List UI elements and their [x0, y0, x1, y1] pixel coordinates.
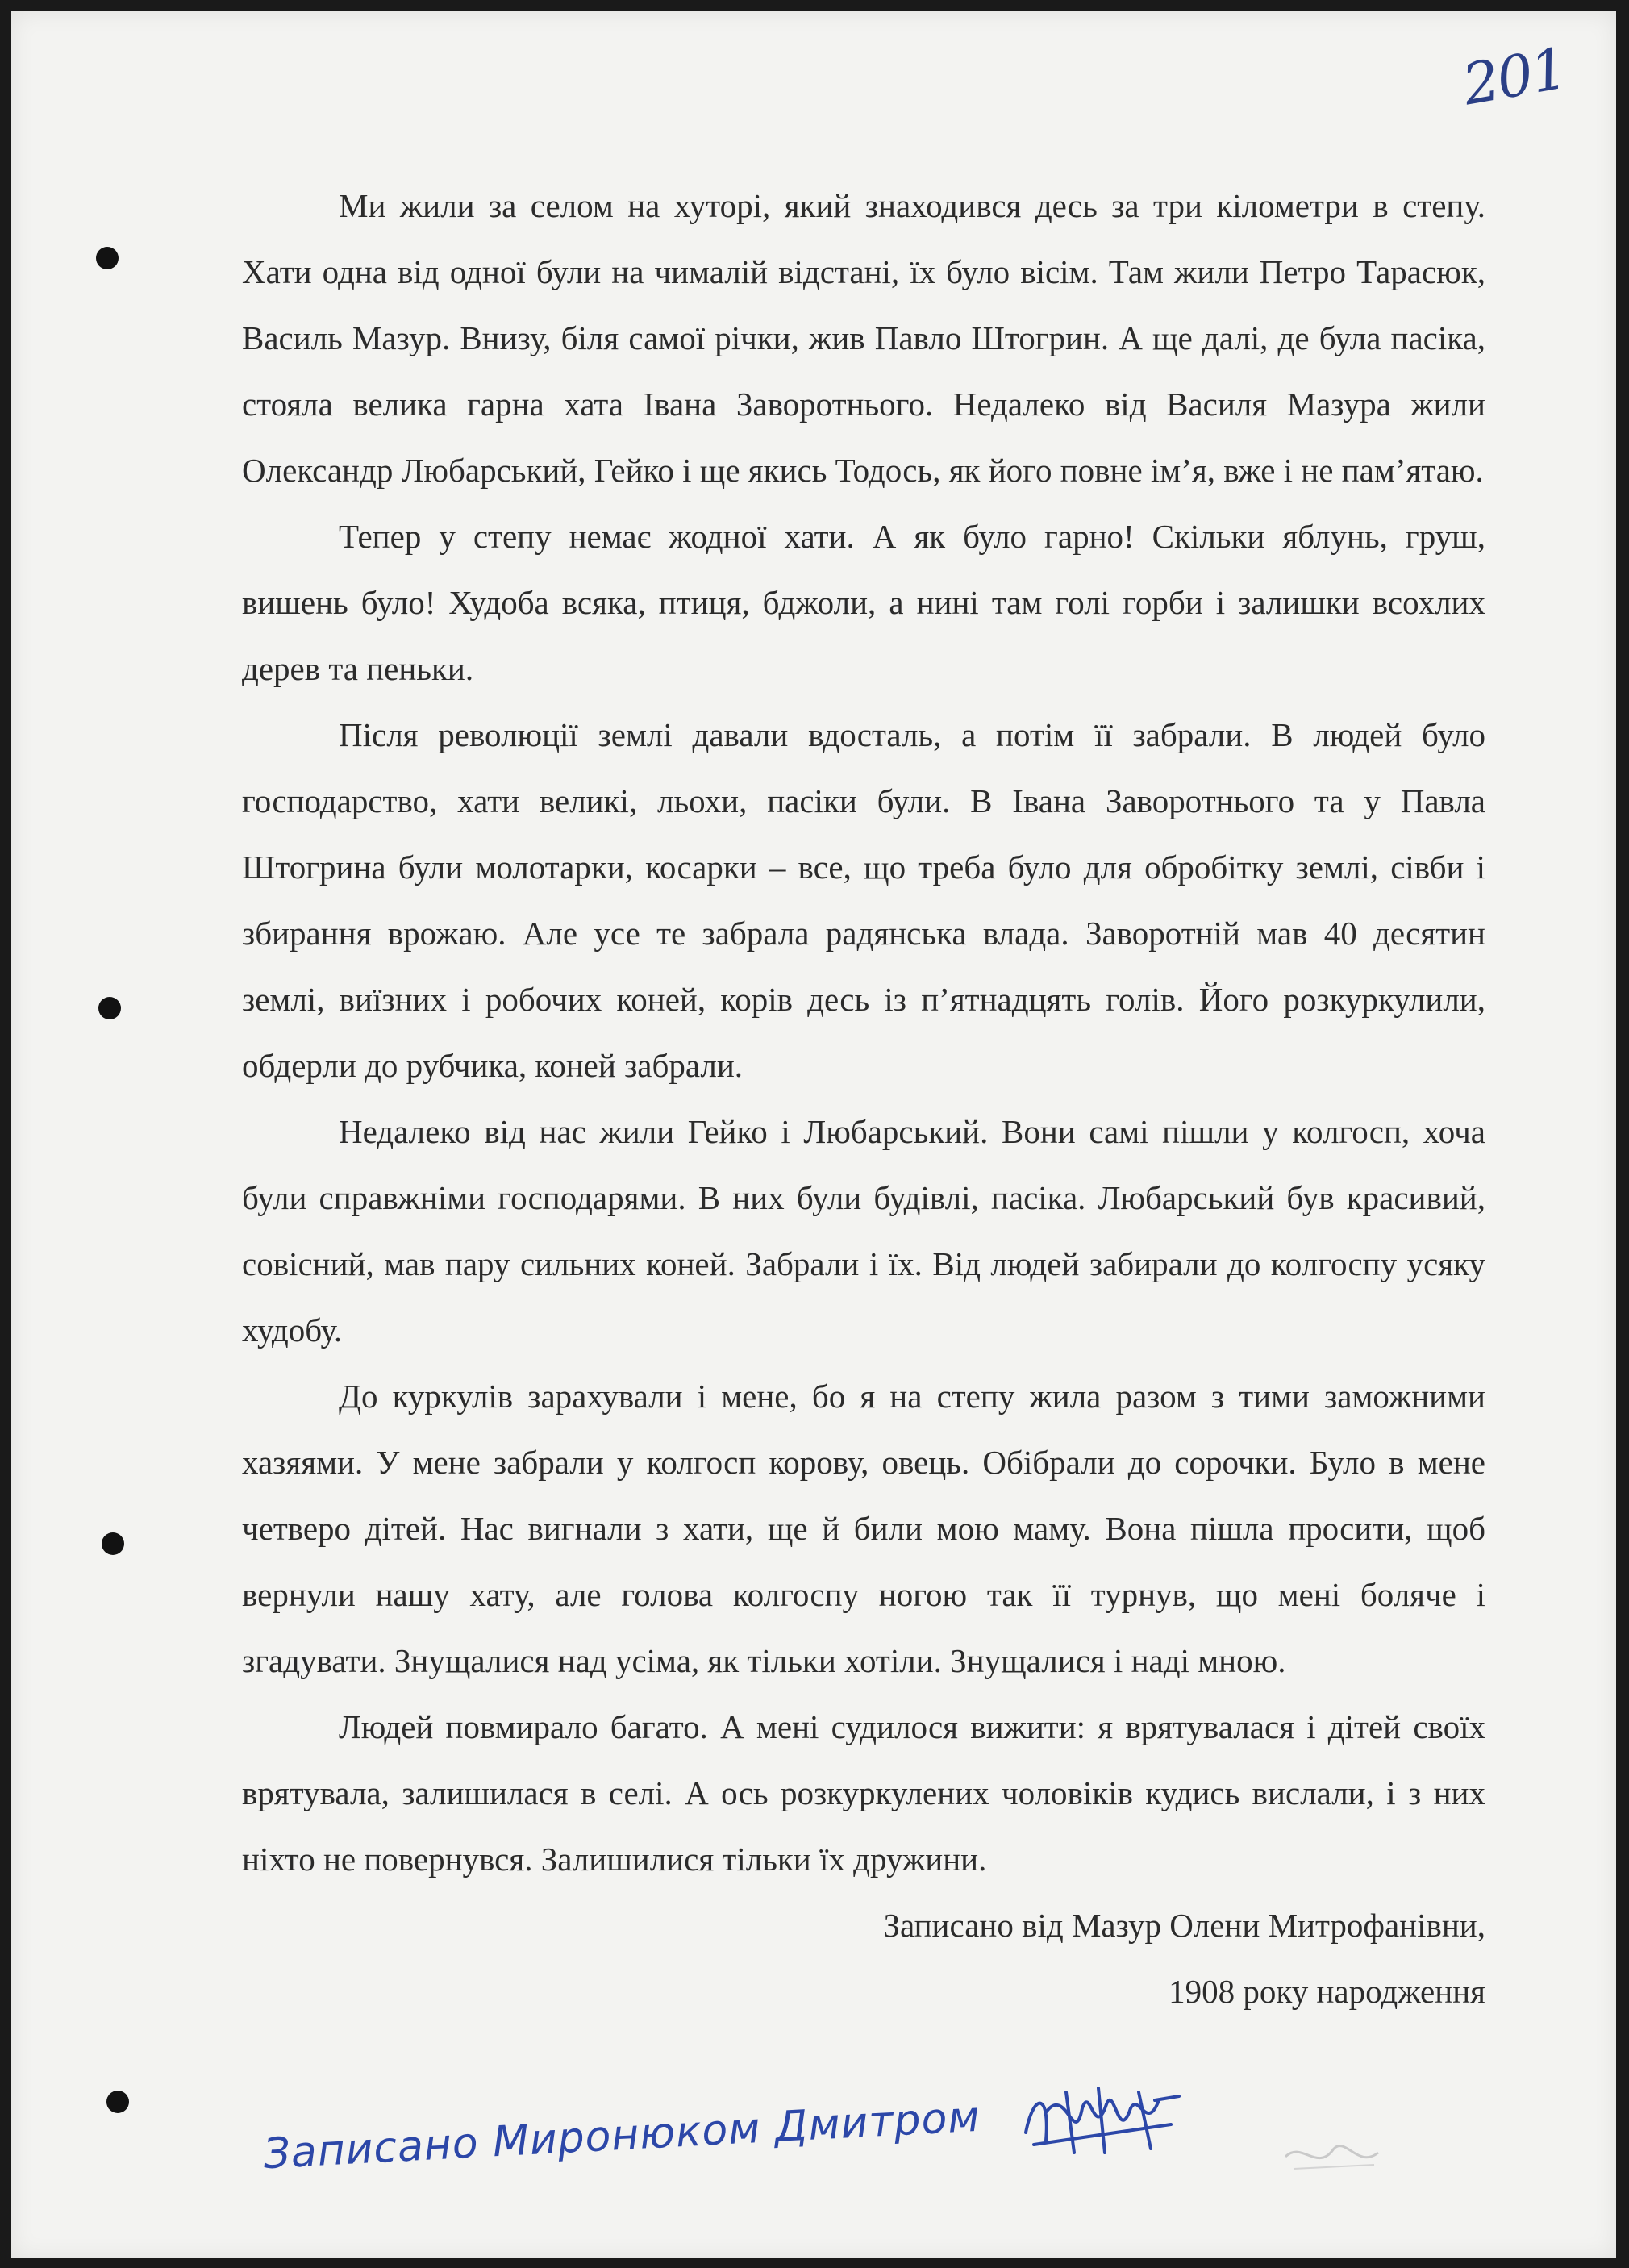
handwritten-note: Записано Миронюком Дмитром: [262, 2092, 981, 2179]
punch-hole: [102, 1532, 124, 1555]
paragraph: Після революції землі давали вдосталь, а потім її забрали. В людей було господарство, хати великі, льохи, пасіки були. В Івана Заворотнього та у Павла Штогрина були молотарки, косарки – все, що треба було для обробітку землі, сівби і збирання врожаю. Але усе те забрала радянська влада. Заворотній мав 40 десятин землі, виїзних і робочих коней, корів десь із п’ятнадцять голів. Його розкуркулили, обдерли до рубчика, коней забрали.: [242, 716, 1485, 1084]
attribution-birth-year: 1908 року народження: [1169, 1973, 1485, 2010]
paragraph: До куркулів зарахували і мене, бо я на степу жила разом з тими заможними хазяями. У мене забрали у колгосп корову, овець. Обібрали до сорочки. Було в мене четверо дітей. Нас вигнали з хати, ще й били мою маму. Вона пішла просити, щоб вернули нашу хату, але голова колгоспу ногою так її турнув, що мені боляче і згадувати. Знущалися над усіма, як тільки хотіли. Знущалися і наді мною.: [242, 1378, 1485, 1679]
document-page: [11, 11, 1616, 2258]
paragraph: Недалеко від нас жили Гейко і Любарський. Вони самі пішли у колгосп, хоча були справжніми господарями. В них були будівлі, пасіка. Любарський був красивий, совісний, мав пару сильних коней. Забрали і їх. Від людей забирали до колгоспу усяку худобу.: [242, 1113, 1485, 1349]
attribution-name: Записано від Мазур Олени Митрофанівни,: [883, 1907, 1485, 1944]
faint-stamp-icon: [1277, 2124, 1390, 2181]
punch-hole: [96, 247, 119, 269]
paragraph: Людей повмирало багато. А мені судилося вижити: я врятувалася і дітей своїх врятувала, залишилася в селі. А ось розкуркулених чоловіків кудись вислали, і з них ніхто не повернувся. Залишилися тільки їх дружини.: [242, 1708, 1485, 1878]
punch-hole: [98, 997, 121, 1019]
document-body: [242, 173, 1485, 2024]
signature-icon: [1018, 2076, 1187, 2165]
paragraph: Ми жили за селом на хуторі, який знаходився десь за три кілометри в степу. Хати одна від одної були на чималій відстані, їх було вісім. Там жили Петро Тарасюк, Василь Мазур. Внизу, біля самої річки, жив Павло Штогрин. А ще далі, де була пасіка, стояла велика гарна хата Івана Заворотнього. Недалеко від Василя Мазура жили Олександр Любарський, Гейко і ще якись Тодось, як його повне ім’я, вже і не пам’ятаю.: [242, 187, 1485, 489]
page-number: 201: [1457, 35, 1571, 119]
punch-hole: [106, 2091, 129, 2113]
paragraph: Тепер у степу немає жодної хати. А як було гарно! Скільки яблунь, груш, вишень було! Худоба всяка, птиця, бджоли, а нині там голі горби і залишки всохлих дерев та пеньки.: [242, 518, 1485, 687]
